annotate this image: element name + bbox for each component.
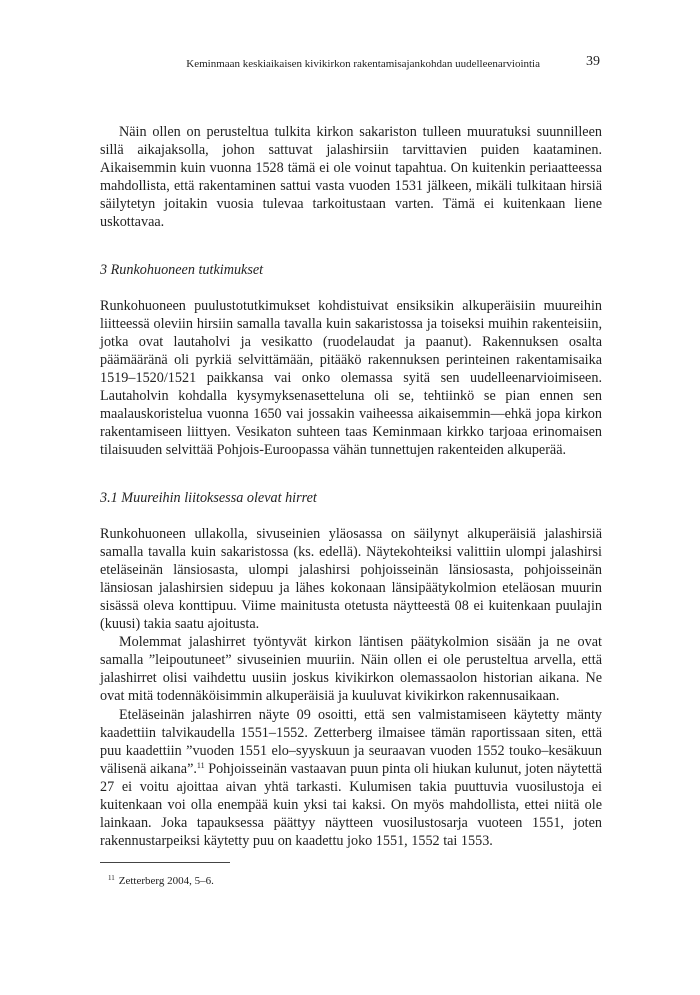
paragraph-sill-logs-samples: Runkohuoneen ullakolla, sivuseinien yläosassa on säilynyt alkuperäisiä jalashirsiä samalla tavalla kuin sakaristossa (ks. edellä). Näytekohteiksi valittiin ulompi jalashirsi eteläseinän länsiosasta, ulompi jalashirsi pohjoisseinän länsiosasta, pohjoisseinän länsiosan jalashirsien sidepuu ja lähes kokonaan länsipäätykolmion eteläosan muurin sisässä oleva konttipuu. Viime mainitusta otetusta näytteestä 08 ei kuitenkaan puulajin (kuusi) takia saatu ajoitusta. [100, 525, 602, 633]
sample-dating-text-part1: Eteläseinän jalashirren näyte 09 osoitti, että sen valmistamiseen käytetty mänty kaadettiin talvikaudella 1551–1552. Zetterberg ilmaisee tämän raportissaan siten, että puu kaadettiin ”vuoden 1551 elo–syyskuun ja seuraavan vuoden 1552 touko–kesäkuun välisenä aikana”. [100, 706, 602, 777]
paragraph-sacristy-conclusion: Näin ollen on perusteltua tulkita kirkon sakariston tulleen muuratuksi suunnilleen sillä aikajaksolla, johon sattuvat jalashirsiin tarvittavien puiden kaataminen. Aikaisemmin kuin vuonna 1528 tämä ei ole voinut tapahtua. On kuitenkin periaatteessa mahdollista, että rakentaminen sattui vasta vuoden 1531 jälkeen, mikäli tulkitaan hirsiä säilytetyn joitakin vuosia tulevaa tarkoitustaan varten. Tämä ei kuitenkaan liene uskottavaa. [100, 124, 602, 231]
running-title: Keminmaan keskiaikaisen kivikirkon rakentamisajankohdan uudelleenarviointia [186, 58, 540, 70]
paragraph-sample-dating [100, 706, 602, 851]
sample-dating-text-part2: Pohjoisseinän vastaavan puun pinta oli hiukan kulunut, joten näytettä 27 ei voitu ajoittaa aivan yhtä tarkasti. Kulumisen takia puuttuvia vuosilustoja ei kuitenkaan voi olla enempää kuin yksi tai kaksi. On myös mahdollista, ettei niitä ole lainkaan. Joka tapauksessa päättyy näytteen vuosilustosarja vuoteen 1551, joten rakennustarpeiksi käytetty puu on kaadettu joko 1551, 1552 tai 1553. [100, 760, 602, 850]
footnote-reference[interactable]: 11 [196, 760, 205, 770]
paragraph-nave-studies: Runkohuoneen puulustotutkimukset kohdistuivat ensiksikin alkuperäisiin muureihin liitteessä oleviin hirsiin samalla tavalla kuin sakaristossa ja toiseksi muihin rakenteisiin, jotka ovat lautaholvi ja vesikatto (ruodelaudat ja paanut). Rakennuksen osalta päämääränä oli pyrkiä selvittämään, pitääkö rakennuksen perinteinen rakentamisaika 1519–1520/1521 paikkansa vai onko olemassa syitä sen uudelleenarvioimiseen. Lautaholvin kohdalla kysymyksenasetteluna oli se, tehtiinkö se pian ennen sen maalauskoristelua vuonna 1650 vai jossakin vaiheessa aikaisemmin—ehkä jopa kirkon rakentamiseen liittyen. Vesikaton suhteen taas Keminmaan kirkko tarjoaa erinomaisen tilaisuuden selvittää Pohjois-Euroopassa vähän tunnettujen rakenteiden alkuperää. [100, 297, 602, 459]
footnote-divider [100, 862, 230, 863]
paragraph-sill-logs-original: Molemmat jalashirret työntyvät kirkon läntisen päätykolmion sisään ja ne ovat samalla ”leipoutuneet” sivuseinien muuriin. Näin ollen ei ole perusteltua arvella, että jalashirret olisi vaihdettu uusiin joskus kivikirkon olemassaolon historian aikana. Ne ovat mitä todennäköisimmin alkuperäisiä ja kuuluvat kivikirkon rakennusaikaan. [100, 634, 602, 705]
body-text [100, 123, 602, 850]
section-heading-3-1: 3.1 Muureihin liitoksessa olevat hirret [100, 489, 317, 506]
page-number: 39 [586, 54, 600, 69]
footnote-number: 11 [108, 874, 115, 882]
footnote [108, 874, 214, 888]
footnote-text: Zetterberg 2004, 5–6. [118, 875, 214, 887]
section-heading-3: 3 Runkohuoneen tutkimukset [100, 261, 264, 278]
